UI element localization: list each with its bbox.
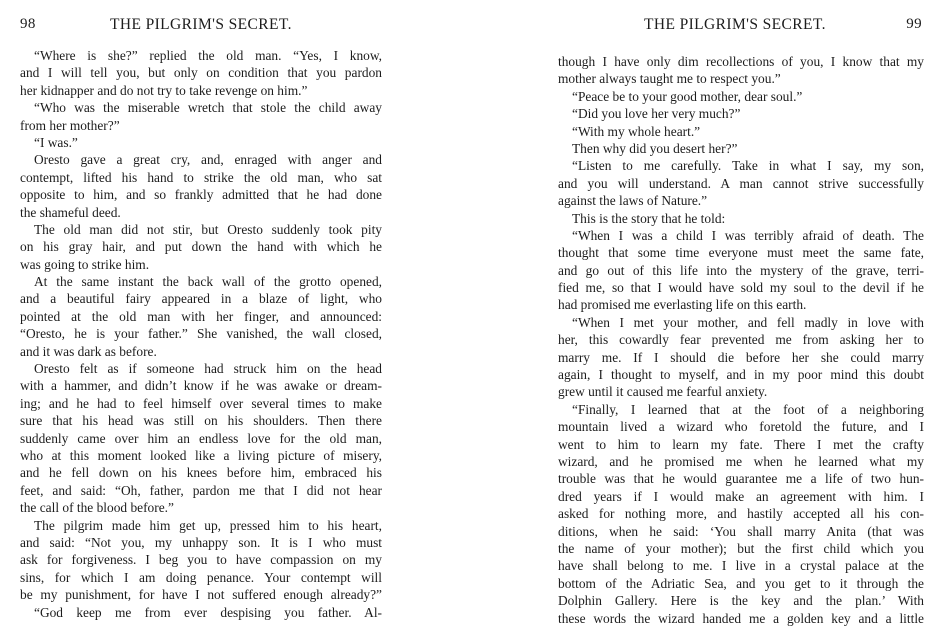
text-line: the call of the blood before.” (20, 500, 174, 516)
left-page-body (20, 47, 382, 621)
text-line: again, I thought to myself, and in my poor mind this doubt (558, 367, 924, 383)
text-line: went to him to learn my fate. There I met the crafty (558, 436, 924, 452)
left-page-header (14, 16, 382, 38)
text-line: thought that some time everyone must meet the same fate, (558, 245, 924, 261)
text-line: “Finally, I learned that at the foot of a neighboring (572, 401, 924, 417)
text-line: and go out of this life into the mystery of the grave, terri- (558, 262, 924, 278)
text-line: the shameful deed. (20, 204, 121, 220)
text-line: mountain lived a wizard who foretold the future, and I (558, 419, 924, 435)
text-line: The pilgrim made him get up, pressed him to his heart, (34, 517, 382, 533)
text-line: sure that his head was still on his shoulders. Then there (20, 413, 382, 429)
text-line: wizard, and he promised me when he learned what my (558, 453, 924, 469)
left-page (14, 0, 382, 620)
text-line: asked for nothing more, and hastily accepted all his con- (558, 506, 924, 522)
text-line: dred years if I would make an agreement with him. I (558, 488, 924, 504)
text-line: grew until it caused me fearful anxiety. (558, 384, 768, 400)
text-line: and I will tell you, but only on condition that you pardon (20, 65, 382, 81)
text-line: contempt, lifted his hand to strike the old man, who sat (20, 169, 382, 185)
text-line: mother always taught me to respect you.” (558, 71, 781, 87)
right-page (556, 0, 924, 626)
page-number: 98 (20, 16, 36, 32)
text-line: “Peace be to your good mother, dear soul.” (572, 88, 803, 104)
text-line: “God keep me from ever despising you father. Al- (34, 604, 382, 620)
text-line: and said: “Not you, my unhappy son. It is I who must (20, 534, 382, 550)
text-line: bottom of the Adriatic Sea, and you get to it through the (558, 575, 924, 591)
text-line: “When I was a child I was terribly afraid of death. The (572, 227, 924, 243)
running-title: THE PILGRIM'S SECRET. (644, 16, 826, 33)
text-line: and a beautiful fairy appeared in a blaze of light, who (20, 291, 382, 307)
text-line: ditions, when he said: ‘You shall marry Anita (that was (558, 523, 924, 539)
text-line: At the same instant the back wall of the grotto opened, (34, 274, 382, 290)
text-line: marry me. If I should die before her she could marry (558, 349, 924, 365)
text-line: “Listen to me carefully. Take in what I say, my son, (572, 158, 924, 174)
text-line: Oresto felt as if someone had struck him on the head (34, 361, 382, 377)
text-line: “I was.” (34, 134, 78, 150)
text-line: on his gray hair, and put down the hand with which he (20, 239, 382, 255)
text-line: opposite to him, and so frankly admitted that he had done (20, 187, 382, 203)
text-line: who at this moment looked like a living picture of misery, (20, 447, 382, 463)
text-line: be my punishment, for have I not suffered enough already?” (20, 587, 382, 603)
text-line: “Did you love her very much?” (572, 106, 741, 122)
text-line: The old man did not stir, but Oresto suddenly took pity (34, 221, 382, 237)
text-line: “Where is she?” replied the old man. “Yes, I know, (34, 48, 382, 63)
text-line: This is the story that he told: (572, 210, 726, 226)
text-line: her kidnapper and do not try to take revenge on him.” (20, 82, 308, 98)
text-line: these words the wizard handed me a golden key and a little (558, 610, 924, 626)
text-line: fied me, so that I would have sold my soul to the devil if he (558, 280, 924, 296)
text-line: “With my whole heart.” (572, 123, 701, 139)
text-line: Dolphin Gallery. Here is the key and the plan.’ With (558, 593, 924, 609)
text-line: “Who was the miserable wretch that stole the child away (34, 100, 382, 116)
text-line: and he fell down on his knees before him, embraced his (20, 465, 382, 481)
text-line: pointed at the old man with her finger, and announced: (20, 308, 382, 324)
running-title: THE PILGRIM'S SECRET. (110, 16, 292, 33)
text-line: her, this cowardly fear prevented me from asking her to (558, 332, 924, 348)
right-page-body (558, 53, 924, 627)
text-line: have shall belong to me. I live in a crystal palace at the (558, 558, 924, 574)
text-line: Oresto gave a great cry, and, enraged with anger and (34, 152, 382, 168)
text-line: had promised me everlasting life on this earth. (558, 297, 807, 313)
text-line: sins, for which I am doing penance. Your contempt will (20, 569, 382, 585)
text-line: the name of your mother); but the first child which you (558, 540, 924, 556)
text-line: suddenly came over him an endless love for the old man, (20, 430, 382, 446)
text-line: “When I met your mother, and fell madly in love with (572, 314, 924, 330)
text-line: with a hammer, and didn’t know if he was awake or dream- (20, 378, 382, 394)
text-line: ask for forgiveness. I beg you to have compassion on my (20, 552, 382, 568)
text-line: ing; and he had to feel himself over several times to make (20, 395, 382, 411)
page-number: 99 (906, 16, 922, 32)
text-line: from her mother?” (20, 117, 120, 133)
text-line: and it was dark as before. (20, 343, 157, 359)
text-line: against the laws of Nature.” (558, 193, 708, 209)
text-line: was going to strike him. (20, 256, 150, 272)
text-line: “Oresto, he is your father.” She vanished, the wall closed, (20, 326, 382, 342)
text-line: feet, and said: “Oh, father, pardon me that I did not hear (20, 482, 382, 498)
text-line: and you will understand. A man cannot strive successfully (558, 175, 924, 191)
text-line: though I have only dim recollections of you, I know that my (558, 54, 924, 69)
text-line: trouble was that he would guarantee me a life of two hun- (558, 471, 924, 487)
right-page-header (556, 16, 924, 38)
text-line: Then why did you desert her?” (572, 140, 738, 156)
